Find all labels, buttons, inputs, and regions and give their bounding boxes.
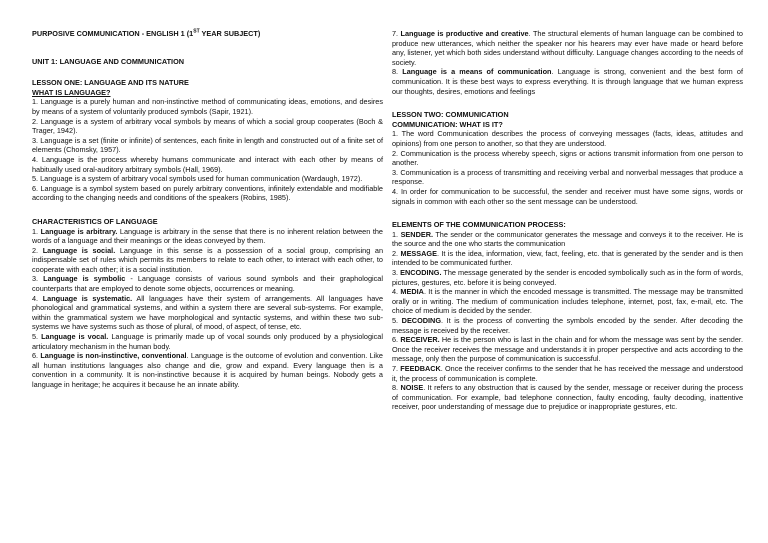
characteristic-item: 5. Language is vocal. Language is primarily made up of vocal sounds only produced by a physiological articulatory mechanism in the human body. [32, 332, 383, 351]
element-item: 6. RECEIVER. He is the person who is last in the chain and for whom the message was sent by the sender. Once the receiver receives the message and understands it in proper perspective and acts according to the message, only then the purpose of communication is successful. [392, 335, 743, 364]
element-item: 7. FEEDBACK. Once the receiver confirms to the sender that he has received the message and understood it, the process of communication is complete. [392, 364, 743, 383]
document-title: PURPOSIVE COMMUNICATION - ENGLISH 1 (1ST YEAR SUBJECT) [32, 28, 261, 38]
element-item: 4. MEDIA. It is the manner in which the encoded message is transmitted. The message may be transmitted orally or in writing. The medium of communication includes telephone, internet, post, fax, e-mail, etc. The choice of medium is decided by the sender. [392, 287, 743, 316]
element-item: 8. NOISE. It refers to any obstruction that is caused by the sender, message or receiver during the process of communication. For example, bad telephone connection, faulty encoding, faulty decoding, inattentive receiver, poor understanding of message due to prejudice or inappropriate gestures, etc. [392, 383, 743, 412]
definition-item: 6. Language is a symbol system based on purely arbitrary conventions, infinitely extendable and modifiable according to the changing needs and conditions of the speakers (Robins, 1985). [32, 183, 383, 203]
lesson-two-heading: LESSON TWO: COMMUNICATION [392, 110, 509, 120]
definition-item: 4. In order for communication to be successful, the sender and receiver must have some signs, words or signals in common with each other so the sent message can be understood. [392, 186, 743, 206]
elements-list [392, 230, 743, 412]
unit-title: UNIT 1: LANGUAGE AND COMMUNICATION [32, 56, 185, 66]
left-column [32, 29, 383, 390]
definition-item: 3. Language is a set (finite or infinite) of sentences, each finite in length and constructed out of a finite set of elements (Chomsky, 1957). [32, 135, 383, 155]
definition-item: 4. Language is the process whereby humans communicate and interact with each other by means of habitually used oral-auditory arbitrary symbols (Hall, 1969). [32, 154, 383, 174]
element-item: 3. ENCODING. The message generated by the sender is encoded symbolically such as in the form of words, pictures, gestures, etc. before it is being conveyed. [392, 268, 743, 287]
definition-item: 1. Language is a purely human and non-instinctive method of communicating ideas, emotions, and desires by means of a system of voluntarily produced symbols (Sapir, 1921). [32, 97, 383, 116]
what-is-language-heading: WHAT IS LANGUAGE? [32, 87, 111, 97]
language-definitions [32, 97, 383, 203]
characteristic-item: 7. Language is productive and creative. The structural elements of human language can be combined to produce new utterances, which neither the speaker nor his hearers may ever have made or heard before any, listener, yet which both sides understand without difficulty. Language changes according to the needs of society. [392, 29, 743, 67]
definition-item: 2. Language is a system of arbitrary vocal symbols by means of which a social group cooperates (Boch & Trager, 1942). [32, 116, 383, 136]
communication-definitions [392, 129, 743, 206]
definition-item: 1. The word Communication describes the process of conveying messages (facts, ideas, attitudes and opinions) from one person to another, so that they are understood. [392, 129, 743, 148]
element-item: 1. SENDER. The sender or the communicator generates the message and conveys it to the receiver. He is the source and the one who starts the communication [392, 229, 743, 249]
definition-item: 5. Language is a system of arbitrary vocal symbols used for human communication (Wardaugh, 1972). [32, 174, 363, 184]
characteristic-item: 4. Language is systematic. All languages have their system of arrangements. All languages have phonological and grammatical systems, and within a system there are several sub-systems. For example, within the grammatical system we have morphological and syntactic systems, and within these two sub-systems we have systems such as those of plural, of mood, of aspect, of tense, etc. [32, 293, 383, 332]
characteristic-item: 1. Language is arbitrary. Language is arbitrary in the sense that there is no inherent relation between the words of a language and their meanings or the ideas conveyed by them. [32, 226, 383, 246]
definition-item: 3. Communication is a process of transmitting and receiving verbal and nonverbal messages that produce a response. [392, 167, 743, 187]
element-item: 5. DECODING. It is the process of converting the symbols encoded by the sender. After decoding the message is received by the receiver. [392, 316, 743, 335]
definition-item: 2. Communication is the process whereby speech, signs or actions transmit information from one person to another. [392, 148, 743, 168]
element-item: 2. MESSAGE. It is the idea, information, view, fact, feeling, etc. that is generated by the sender and is then intended to be communicated further. [392, 248, 743, 268]
characteristics-list [32, 227, 383, 390]
right-column [392, 29, 743, 412]
communication-what-heading: COMMUNICATION: WHAT IS IT? [392, 119, 503, 129]
lesson-one-heading: LESSON ONE: LANGUAGE AND ITS NATURE [32, 78, 189, 88]
characteristics-heading: CHARACTERISTICS OF LANGUAGE [32, 216, 158, 226]
characteristic-item: 2. Language is social. Language in this sense is a possession of a social group, comprising an indispensable set of rules which permits its members to relate to each other, to interact with each other, to cooperate with each other; it is a social institution. [32, 245, 383, 274]
characteristic-item: 3. Language is symbolic - Language consists of various sound symbols and their graphological counterparts that are employed to denote some objects, occurrences or meaning. [32, 274, 383, 294]
characteristics-list-continued [392, 29, 743, 96]
elements-heading: ELEMENTS OF THE COMMUNICATION PROCESS: [392, 220, 566, 230]
characteristic-item: 6. Language is non-instinctive, conventional. Language is the outcome of evolution and convention. Like all human institutions languages also change and die, grow and expand. Every language then is a convention in a community. It is non-instinctive because it is acquired by human beings. Nobody gets a language in heritage; he acquires it because he an innate ability. [32, 351, 383, 389]
characteristic-item: 8. Language is a means of communication. Language is strong, convenient and the best form of communication. It is these best ways to express everything. It is through language that we human express our thoughts, desires, emotions and feelings [392, 67, 743, 96]
